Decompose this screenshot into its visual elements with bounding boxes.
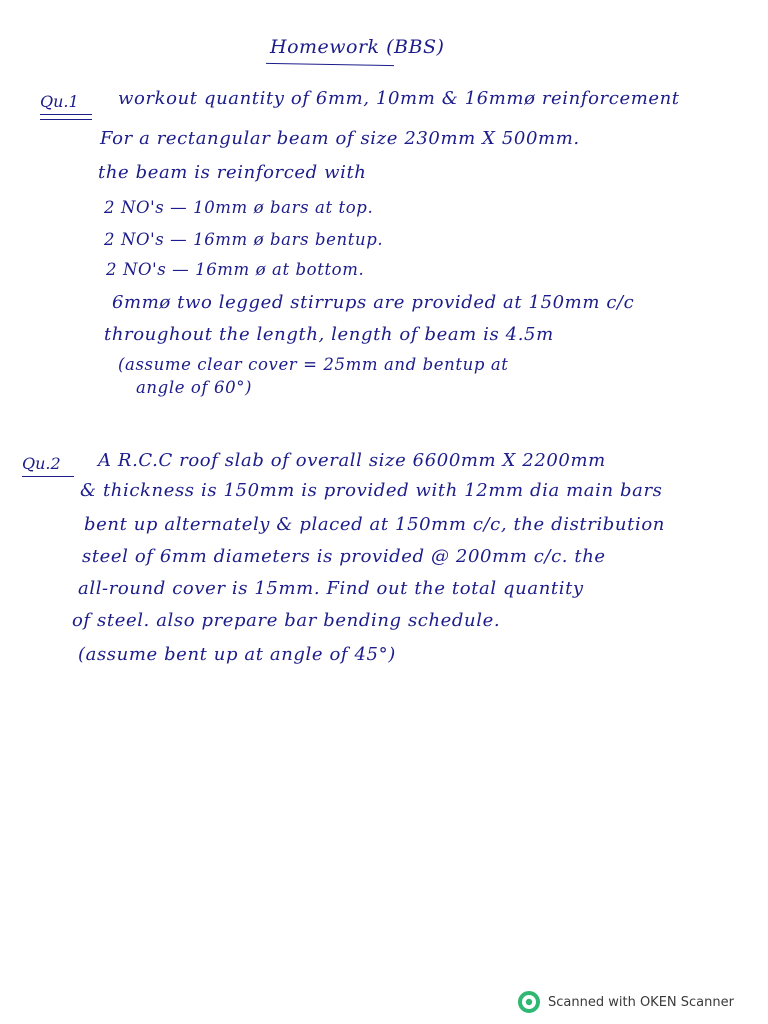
q2-line-2: & thickness is 150mm is provided with 12mm dia main bars (80, 480, 663, 501)
q2-line-6: of steel. also prepare bar bending schedule. (72, 610, 501, 631)
q2-line-7: (assume bent up at angle of 45°) (78, 644, 396, 665)
scanner-watermark (518, 991, 734, 1013)
q2-line-4: steel of 6mm diameters is provided @ 200mm c/c. the (82, 546, 606, 567)
question-2-label: Qu.2 (22, 454, 61, 473)
q1-line-3: the beam is reinforced with (98, 162, 367, 183)
q2-line-5: all-round cover is 15mm. Find out the total quantity (78, 578, 584, 599)
q1-line-2: For a rectangular beam of size 230mm X 500mm. (100, 128, 580, 149)
q2-line-1: A R.C.C roof slab of overall size 6600mm X 2200mm (98, 450, 606, 471)
q1-line-7: 6mmø two legged stirrups are provided at 150mm c/c (112, 292, 635, 313)
q1-line-5: 2 NO's — 16mm ø bars bentup. (104, 230, 384, 249)
q1-line-6: 2 NO's — 16mm ø at bottom. (106, 260, 365, 279)
q1-line-1: workout quantity of 6mm, 10mm & 16mmø reinforcement (118, 88, 680, 109)
question-1-label: Qu.1 (40, 92, 79, 111)
question-1-underline-2 (40, 119, 92, 120)
q1-line-8: throughout the length, length of beam is 4.5m (104, 324, 554, 345)
question-1-underline (40, 114, 92, 115)
q1-line-4: 2 NO's — 10mm ø bars at top. (104, 198, 374, 217)
q1-line-9: (assume clear cover = 25mm and bentup at (118, 355, 509, 374)
title-underline (266, 63, 394, 66)
oken-scanner-logo-icon (518, 991, 540, 1013)
page-title: Homework (BBS) (270, 36, 445, 58)
question-2-underline (22, 476, 74, 477)
q2-line-3: bent up alternately & placed at 150mm c/c, the distribution (84, 514, 665, 535)
q1-line-10: angle of 60°) (136, 378, 253, 397)
scanner-watermark-text: Scanned with OKEN Scanner (548, 994, 734, 1010)
